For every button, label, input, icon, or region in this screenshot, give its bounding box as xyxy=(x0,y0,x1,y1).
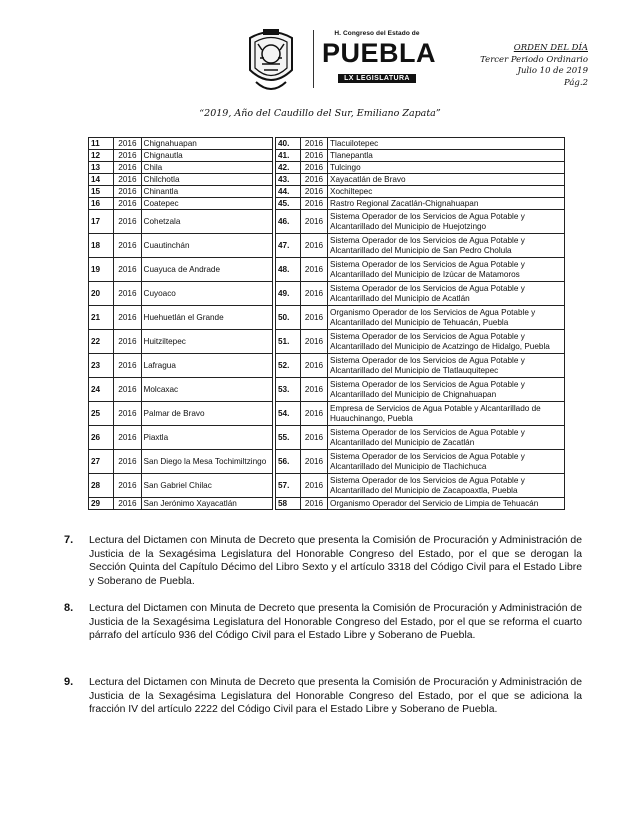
table-row xyxy=(89,474,273,498)
row-number: 44. xyxy=(276,186,301,198)
orden-del-dia-block xyxy=(448,43,588,89)
table-row xyxy=(276,450,565,474)
row-year: 2016 xyxy=(301,150,328,162)
table-row xyxy=(89,138,273,150)
row-name: Lafragua xyxy=(141,354,272,378)
row-year: 2016 xyxy=(301,474,328,498)
table-row xyxy=(89,258,273,282)
row-year: 2016 xyxy=(114,450,141,474)
row-year: 2016 xyxy=(114,258,141,282)
header-divider xyxy=(313,30,314,88)
table-row xyxy=(276,174,565,186)
row-number: 52. xyxy=(276,354,301,378)
table-row xyxy=(276,282,565,306)
table-row xyxy=(276,258,565,282)
row-year: 2016 xyxy=(301,402,328,426)
row-year: 2016 xyxy=(114,498,141,510)
row-number: 17 xyxy=(89,210,114,234)
row-number: 29 xyxy=(89,498,114,510)
entities-table-left xyxy=(88,137,273,510)
table-row xyxy=(89,210,273,234)
congress-small-title: H. Congreso del Estado de xyxy=(334,30,420,37)
page-number: Pág.2 xyxy=(564,77,588,88)
row-number: 12 xyxy=(89,150,114,162)
row-number: 48. xyxy=(276,258,301,282)
row-year: 2016 xyxy=(301,306,328,330)
agenda-item-text: Lectura del Dictamen con Minuta de Decreto que presenta la Comisión de Procuración y Administración de Justicia de la Sexagésima Legislatura del Honorable Congreso del Estado, por el que se derogan la Sección Quinta del Capítulo Décimo del Libro Sexto y el artículo 3318 del Código Civil para el Estado Libre y Soberano de Puebla. xyxy=(89,535,582,587)
row-year: 2016 xyxy=(114,174,141,186)
row-number: 24 xyxy=(89,378,114,402)
row-number: 50. xyxy=(276,306,301,330)
row-year: 2016 xyxy=(301,282,328,306)
row-name: Chinantla xyxy=(141,186,272,198)
row-number: 51. xyxy=(276,330,301,354)
row-year: 2016 xyxy=(114,198,141,210)
row-name: Xochiltepec xyxy=(328,186,565,198)
row-name: Molcaxac xyxy=(141,378,272,402)
row-number: 11 xyxy=(89,138,114,150)
congress-brand xyxy=(322,30,437,85)
row-name: Tlacuilotepec xyxy=(328,138,565,150)
row-name: Sistema Operador de los Servicios de Agua Potable y Alcantarillado del Municipio de San Pedro Cholula xyxy=(328,234,565,258)
row-number: 47. xyxy=(276,234,301,258)
row-name: Sistema Operador de los Servicios de Agua Potable y Alcantarillado del Municipio de Tlachichuca xyxy=(328,450,565,474)
table-row xyxy=(276,330,565,354)
table-row xyxy=(89,378,273,402)
row-number: 56. xyxy=(276,450,301,474)
row-name: Sistema Operador de los Servicios de Agua Potable y Alcantarillado del Municipio de Chignahuapan xyxy=(328,378,565,402)
table-row xyxy=(276,306,565,330)
row-year: 2016 xyxy=(301,234,328,258)
row-number: 16 xyxy=(89,198,114,210)
table-row xyxy=(89,450,273,474)
table-row xyxy=(89,150,273,162)
row-name: Chignautla xyxy=(141,150,272,162)
row-name: Tulcingo xyxy=(328,162,565,174)
row-name: Cohetzala xyxy=(141,210,272,234)
table-row xyxy=(276,210,565,234)
row-name: Sistema Operador de los Servicios de Agua Potable y Alcantarillado del Municipio de Tlatlauquitepec xyxy=(328,354,565,378)
row-number: 14 xyxy=(89,174,114,186)
row-number: 58 xyxy=(276,498,301,510)
row-name: Sistema Operador de los Servicios de Agua Potable y Alcantarillado del Municipio de Izúcar de Matamoros xyxy=(328,258,565,282)
row-name: Coatepec xyxy=(141,198,272,210)
table-row xyxy=(276,234,565,258)
row-year: 2016 xyxy=(301,138,328,150)
row-year: 2016 xyxy=(301,450,328,474)
table-row xyxy=(276,378,565,402)
table-row xyxy=(89,330,273,354)
row-name: Palmar de Bravo xyxy=(141,402,272,426)
row-name: San Gabriel Chilac xyxy=(141,474,272,498)
row-name: Sistema Operador de los Servicios de Agua Potable y Alcantarillado del Municipio de Zacapoaxtla, Puebla xyxy=(328,474,565,498)
row-year: 2016 xyxy=(114,474,141,498)
table-row xyxy=(276,162,565,174)
row-number: 13 xyxy=(89,162,114,174)
row-name: San Diego la Mesa Tochimiltzingo xyxy=(141,450,272,474)
row-year: 2016 xyxy=(114,282,141,306)
table-row xyxy=(89,354,273,378)
table-row xyxy=(89,426,273,450)
row-year: 2016 xyxy=(114,186,141,198)
row-year: 2016 xyxy=(114,138,141,150)
agenda-item-number: 7. xyxy=(64,534,74,546)
row-number: 19 xyxy=(89,258,114,282)
row-year: 2016 xyxy=(114,162,141,174)
entities-table-right xyxy=(275,137,565,510)
row-number: 22 xyxy=(89,330,114,354)
row-year: 2016 xyxy=(301,198,328,210)
row-number: 21 xyxy=(89,306,114,330)
row-number: 49. xyxy=(276,282,301,306)
table-row xyxy=(276,498,565,510)
row-name: Sistema Operador de los Servicios de Agua Potable y Alcantarillado del Municipio de Acatzingo de Hidalgo, Puebla xyxy=(328,330,565,354)
row-number: 55. xyxy=(276,426,301,450)
table-row xyxy=(89,234,273,258)
row-year: 2016 xyxy=(301,378,328,402)
table-row xyxy=(89,498,273,510)
row-name: Huehuetlán el Grande xyxy=(141,306,272,330)
row-year: 2016 xyxy=(301,498,328,510)
table-row xyxy=(276,150,565,162)
legislature-badge: LX LEGISLATURA xyxy=(338,74,416,83)
row-number: 57. xyxy=(276,474,301,498)
table-row xyxy=(89,282,273,306)
row-year: 2016 xyxy=(114,234,141,258)
row-year: 2016 xyxy=(114,402,141,426)
row-year: 2016 xyxy=(114,330,141,354)
motto-line: “2019, Año del Caudillo del Sur, Emiliano Zapata” xyxy=(199,108,441,119)
row-name: Rastro Regional Zacatlán-Chignahuapan xyxy=(328,198,565,210)
row-name: Chila xyxy=(141,162,272,174)
row-name: San Jerónimo Xayacatlán xyxy=(141,498,272,510)
row-name: Empresa de Servicios de Agua Potable y Alcantarillado de Huauchinango, Puebla xyxy=(328,402,565,426)
row-name: Cuautinchán xyxy=(141,234,272,258)
row-year: 2016 xyxy=(301,186,328,198)
row-year: 2016 xyxy=(114,210,141,234)
table-row xyxy=(89,186,273,198)
row-year: 2016 xyxy=(301,258,328,282)
row-year: 2016 xyxy=(114,378,141,402)
row-name: Chignahuapan xyxy=(141,138,272,150)
row-year: 2016 xyxy=(114,306,141,330)
row-number: 54. xyxy=(276,402,301,426)
orden-title: ORDEN DEL DÍA xyxy=(513,43,588,53)
agenda-item-text: Lectura del Dictamen con Minuta de Decreto que presenta la Comisión de Procuración y Administración de Justicia de la Sexagésima Legislatura del Honorable Congreso del Estado, por el que se reforma el cuarto párrafo del artículo 936 del Código Civil para el Estado Libre y Soberano de Puebla. xyxy=(89,603,582,641)
row-year: 2016 xyxy=(114,354,141,378)
row-number: 41. xyxy=(276,150,301,162)
row-number: 40. xyxy=(276,138,301,150)
table-row xyxy=(276,402,565,426)
row-year: 2016 xyxy=(114,426,141,450)
row-year: 2016 xyxy=(301,330,328,354)
row-name: Cuyoaco xyxy=(141,282,272,306)
row-year: 2016 xyxy=(301,162,328,174)
table-row xyxy=(276,474,565,498)
row-number: 42. xyxy=(276,162,301,174)
row-name: Piaxtla xyxy=(141,426,272,450)
row-number: 28 xyxy=(89,474,114,498)
row-name: Organismo Operador de los Servicios de Agua Potable y Alcantarillado del Municipio de Tehuacán, Puebla xyxy=(328,306,565,330)
table-row xyxy=(89,174,273,186)
row-number: 27 xyxy=(89,450,114,474)
table-row xyxy=(89,162,273,174)
row-number: 25 xyxy=(89,402,114,426)
state-seal-logo xyxy=(246,24,296,96)
row-year: 2016 xyxy=(301,426,328,450)
row-name: Sistema Operador de los Servicios de Agua Potable y Alcantarillado del Municipio de Huejotzingo xyxy=(328,210,565,234)
periodo-text: Tercer Periodo Ordinario xyxy=(480,54,588,65)
row-number: 26 xyxy=(89,426,114,450)
table-row xyxy=(276,354,565,378)
agenda-item-text: Lectura del Dictamen con Minuta de Decreto que presenta la Comisión de Procuración y Administración de Justicia de la Sexagésima Legislatura del Honorable Congreso del Estado, por el que se adiciona la fracción IV del artículo 2222 del Código Civil para el Estado Libre y Soberano de Puebla. xyxy=(89,677,582,715)
row-name: Cuayuca de Andrade xyxy=(141,258,272,282)
row-number: 20 xyxy=(89,282,114,306)
table-row xyxy=(89,306,273,330)
table-row xyxy=(89,402,273,426)
row-name: Tlanepantla xyxy=(328,150,565,162)
row-number: 15 xyxy=(89,186,114,198)
table-row xyxy=(89,198,273,210)
row-number: 23 xyxy=(89,354,114,378)
agenda-item-number: 8. xyxy=(64,602,74,614)
row-name: Sistema Operador de los Servicios de Agua Potable y Alcantarillado del Municipio de Zacatlán xyxy=(328,426,565,450)
row-year: 2016 xyxy=(301,174,328,186)
row-name: Organismo Operador del Servicio de Limpia de Tehuacán xyxy=(328,498,565,510)
row-number: 43. xyxy=(276,174,301,186)
row-name: Huitziltepec xyxy=(141,330,272,354)
row-name: Sistema Operador de los Servicios de Agua Potable y Alcantarillado del Municipio de Acatlán xyxy=(328,282,565,306)
row-number: 18 xyxy=(89,234,114,258)
table-row xyxy=(276,138,565,150)
agenda-item-number: 9. xyxy=(64,676,74,688)
row-number: 46. xyxy=(276,210,301,234)
table-row xyxy=(276,426,565,450)
row-name: Xayacatlán de Bravo xyxy=(328,174,565,186)
row-number: 53. xyxy=(276,378,301,402)
table-row xyxy=(276,198,565,210)
congress-name: PUEBLA xyxy=(322,38,437,68)
fecha-text: Julio 10 de 2019 xyxy=(517,66,588,76)
table-row xyxy=(276,186,565,198)
row-name: Chilchotla xyxy=(141,174,272,186)
row-number: 45. xyxy=(276,198,301,210)
row-year: 2016 xyxy=(301,354,328,378)
row-year: 2016 xyxy=(114,150,141,162)
row-year: 2016 xyxy=(301,210,328,234)
